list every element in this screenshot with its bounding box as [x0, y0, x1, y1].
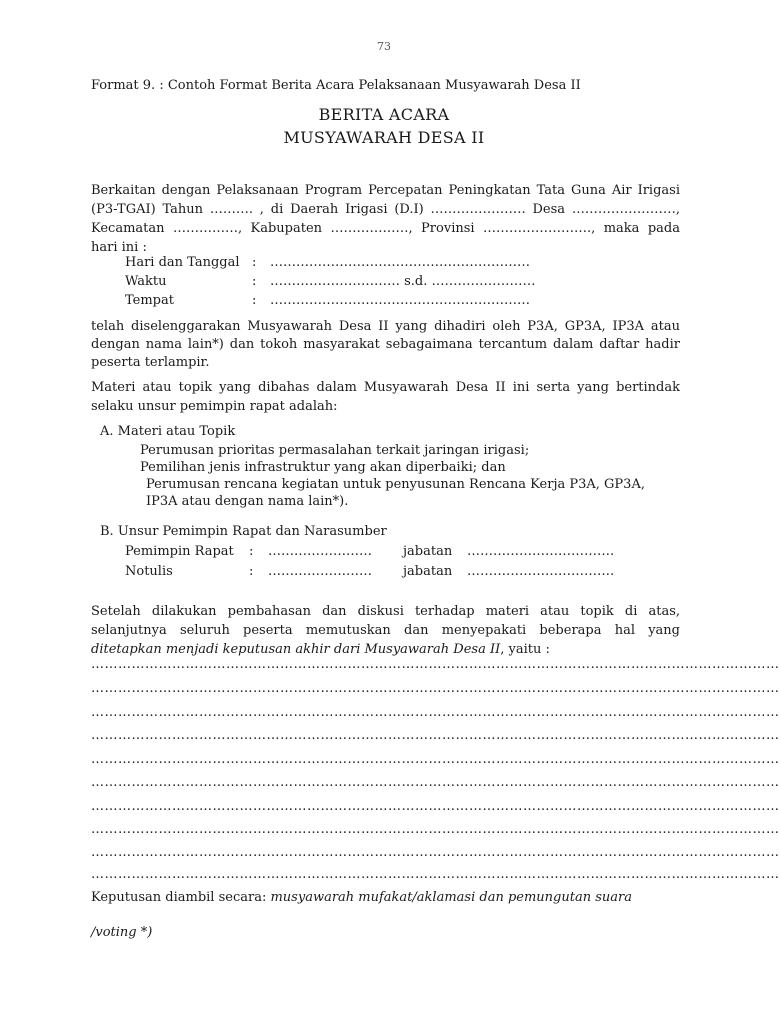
place-colon: : [252, 293, 257, 308]
leader-jabatan-value: ……………………………. [467, 544, 615, 559]
decision-voting: /voting *) [91, 925, 153, 940]
notulis-jabatan-value: ……………………………. [467, 564, 615, 579]
dotted-line: ……………………………………………………………………………………………………………………………………… [91, 867, 780, 882]
document-subtitle: MUSYAWARAH DESA II [283, 128, 485, 147]
leader-label: Pemimpin Rapat [125, 544, 234, 559]
topic-item-3-cont: IP3A atau dengan nama lain*). [146, 494, 349, 509]
format-line: Format 9. : Contoh Format Berita Acara Pelaksanaan Musyawarah Desa II [91, 78, 581, 93]
decision-paragraph [91, 891, 680, 905]
time-colon: : [252, 274, 257, 289]
leader-value: …………………… [268, 544, 372, 559]
leader-colon: : [249, 544, 254, 559]
dotted-line: ……………………………………………………………………………………………………………………………………… [91, 799, 780, 814]
section-b-heading: B. Unsur Pemimpin Rapat dan Narasumber [100, 524, 387, 539]
dotted-line: ……………………………………………………………………………………………………………………………………… [91, 845, 780, 860]
dotted-line: ……………………………………………………………………………………………………………………………………… [91, 681, 780, 696]
time-value: ………………………… s.d. …………………… [270, 274, 536, 289]
meeting-place-row [125, 293, 530, 309]
section-a-heading: A. Materi atau Topik [100, 424, 236, 439]
place-label: Tempat [125, 293, 174, 308]
result-text: Setelah dilakukan pembahasan dan diskusi terhadap materi atau topik di atas, selanjutnya seluruh peserta memutuskan dan menyepakati beberapa hal yang [91, 604, 680, 638]
result-paragraph [91, 602, 680, 659]
date-colon: : [252, 255, 257, 270]
topic-item-1: Perumusan prioritas permasalahan terkait jaringan irigasi; [140, 443, 530, 458]
page-number: 73 [377, 40, 391, 53]
topic-item-3: Perumusan rencana kegiatan untuk penyusunan Rencana Kerja P3A, GP3A, [146, 477, 645, 492]
dotted-line: ……………………………………………………………………………………………………………………………………… [91, 775, 780, 790]
decision-prefix: Keputusan diambil secara: [91, 890, 271, 905]
intro-paragraph: Berkaitan dengan Pelaksanaan Program Percepatan Peningkatan Tata Guna Air Irigasi (P3-TGAI) Tahun ………. , di Daerah Irigasi (D.I) …………………. Desa ……………………, Kecamatan ……………, Kabupaten ………………, Provinsi ……………………., maka pada hari ini : [91, 183, 680, 255]
notulis-jabatan-label: jabatan [403, 564, 453, 579]
result-italic: ditetapkan menjadi keputusan akhir dari Musyawarah Desa II [91, 642, 501, 657]
time-label: Waktu [125, 274, 167, 289]
dotted-line: ……………………………………………………………………………………………………………………………………… [91, 822, 780, 837]
date-value: …………………………………………………… [270, 255, 530, 270]
decision-method: musyawarah mufakat/aklamasi dan pemungutan suara [270, 890, 632, 905]
meeting-time-row [125, 274, 536, 290]
notulis-value: …………………… [268, 564, 372, 579]
document-title: BERITA ACARA [318, 105, 450, 124]
leader-jabatan-label: jabatan [403, 544, 453, 559]
date-label: Hari dan Tanggal [125, 255, 240, 270]
topic-item-2: Pemilihan jenis infrastruktur yang akan diperbaiki; dan [140, 460, 506, 475]
meeting-date-row [125, 255, 530, 271]
notulis-label: Notulis [125, 564, 173, 579]
held-paragraph: telah diselenggarakan Musyawarah Desa II yang dihadiri oleh P3A, GP3A, IP3A atau dengan nama lain*) dan tokoh masyarakat sebagaimana tercantum dalam daftar hadir peserta terlampir. [91, 319, 680, 370]
materi-intro-paragraph: Materi atau topik yang dibahas dalam Musyawarah Desa II ini serta yang bertindak selaku unsur pemimpin rapat adalah: [91, 380, 680, 414]
dotted-line: ……………………………………………………………………………………………………………………………………… [91, 705, 780, 720]
dotted-line: ……………………………………………………………………………………………………………………………………… [91, 657, 780, 672]
place-value: …………………………………………………… [270, 293, 530, 308]
notulis-colon: : [249, 564, 254, 579]
dotted-line: ……………………………………………………………………………………………………………………………………… [91, 728, 780, 743]
result-end: , yaitu : [500, 642, 550, 657]
dotted-line: ……………………………………………………………………………………………………………………………………… [91, 752, 780, 767]
